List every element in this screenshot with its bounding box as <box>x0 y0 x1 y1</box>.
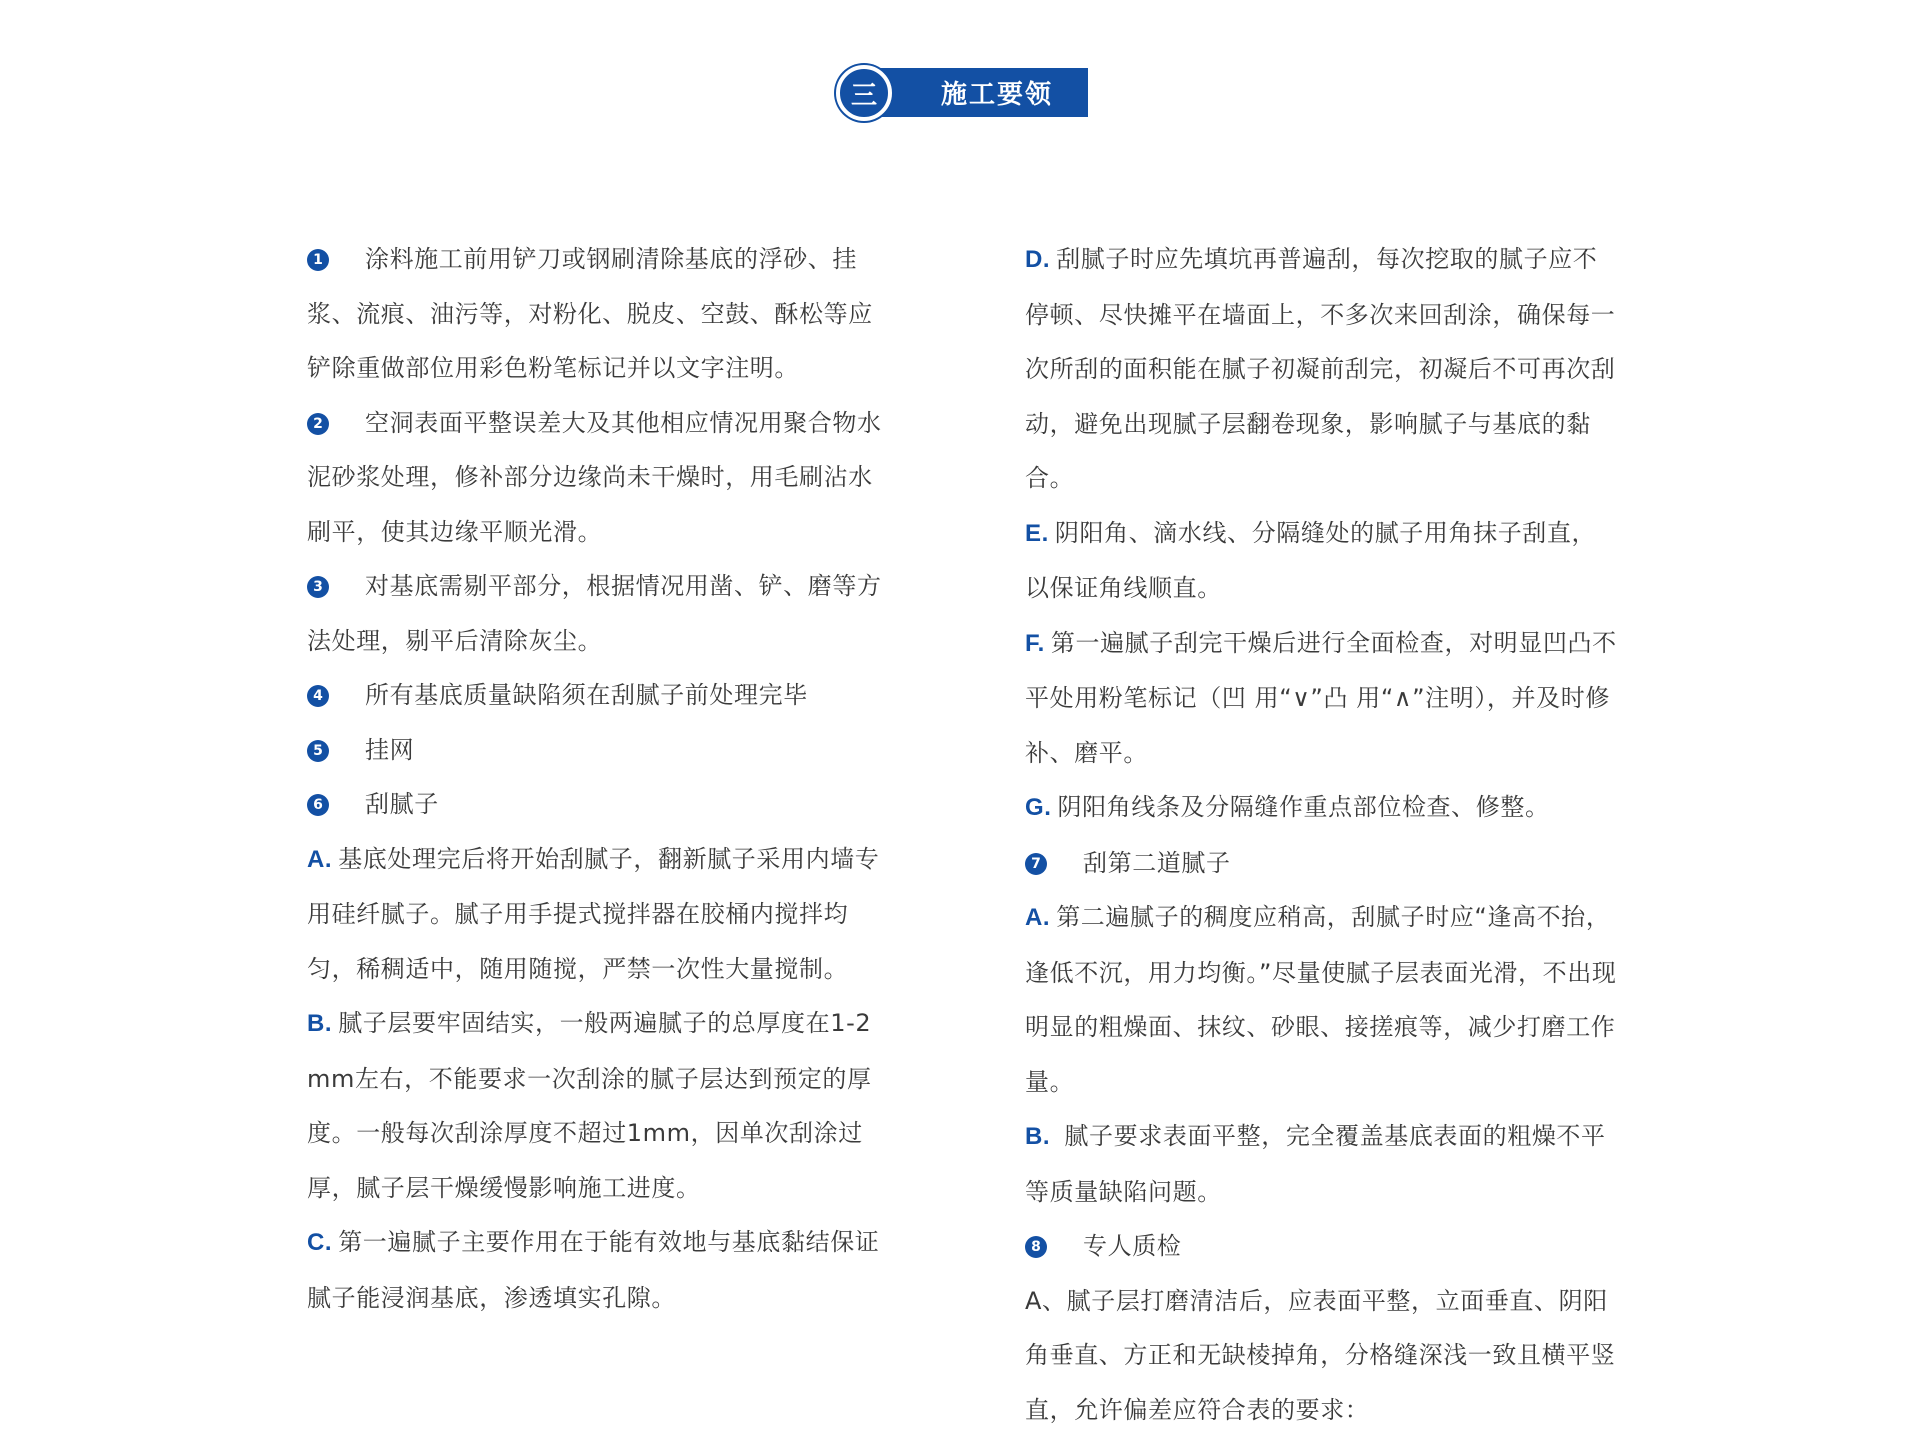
paragraph-text: 基底处理完后将开始刮腻子，翻新腻子采用内墙专用硅纤腻子。腻子用手提式搅拌器在胶桶内搅拌均匀，稀稠适中，随用随搅，严禁一次性大量搅制。 <box>307 845 879 983</box>
paragraph-text: 空洞表面平整误差大及其他相应情况用聚合物水泥砂浆处理，修补部分边缘尚未干燥时，用毛刷沾水刷平，使其边缘平顺光滑。 <box>307 409 882 546</box>
paragraph-text: 刮腻子时应先填坑再普遍刮，每次挖取的腻子应不停顿、尽快摊平在墙面上，不多次来回刮涂，确保每一次所刮的面积能在腻子初凝前刮完，初凝后不可再次刮动，避免出现腻子层翻卷现象，影响腻子与基底的黏合。 <box>1025 245 1615 492</box>
sub-item-letter: D. <box>1025 246 1050 273</box>
paragraph <box>307 1215 897 1325</box>
sub-item-letter: B. <box>1025 1123 1050 1150</box>
sub-item-letter: B. <box>307 1010 332 1037</box>
paragraph <box>307 559 897 668</box>
paragraph-text: 对基底需剔平部分，根据情况用凿、铲、磨等方法处理，剔平后清除灰尘。 <box>307 572 882 655</box>
paragraph-text: 所有基底质量缺陷须在刮腻子前处理完毕 <box>365 681 808 709</box>
paragraph-text: 阴阳角线条及分隔缝作重点部位检查、修整。 <box>1058 793 1550 821</box>
paragraph <box>1025 232 1619 506</box>
sub-item-letter: A. <box>1025 904 1050 931</box>
step-number-badge: 4 <box>307 685 329 707</box>
paragraph <box>307 996 897 1215</box>
paragraph <box>307 723 897 778</box>
step-number-badge: 5 <box>307 740 329 762</box>
step-number-badge: 2 <box>307 413 329 435</box>
paragraph-text: 腻子层要牢固结实，一般两遍腻子的总厚度在1-2 mm左右，不能要求一次刮涂的腻子层达到预定的厚度。一般每次刮涂厚度不超过1mm，因单次刮涂过厚，腻子层干燥缓慢影响施工进度。 <box>307 1009 872 1202</box>
paragraph-text: 刮第二道腻子 <box>1083 849 1231 877</box>
paragraph <box>1025 1274 1619 1437</box>
paragraph-text: 阴阳角、滴水线、分隔缝处的腻子用角抹子刮直，以保证角线顺直。 <box>1025 519 1596 603</box>
paragraph <box>1025 616 1619 781</box>
sub-item-letter: G. <box>1025 794 1052 821</box>
paragraph <box>1025 890 1619 1109</box>
left-column <box>307 232 897 1325</box>
paragraph-text: 第二遍腻子的稠度应稍高，刮腻子时应“逢高不抬，逢低不沉，用力均衡。”尽量使腻子层表面光滑，不出现明显的粗燥面、抹纹、砂眼、接搓痕等，减少打磨工作量。 <box>1025 903 1616 1096</box>
paragraph-text: 刮腻子 <box>365 790 439 818</box>
paragraph <box>1025 1109 1619 1219</box>
step-number-badge: 6 <box>307 794 329 816</box>
step-number-badge: 3 <box>307 576 329 598</box>
paragraph <box>1025 780 1619 836</box>
paragraph-text: 专人质检 <box>1083 1232 1181 1260</box>
sub-item-letter: E. <box>1025 520 1049 547</box>
step-number-badge: 8 <box>1025 1236 1047 1258</box>
paragraph-text: 涂料施工前用铲刀或钢刷清除基底的浮砂、挂浆、流痕、油污等，对粉化、脱皮、空鼓、酥松等应铲除重做部位用彩色粉笔标记并以文字注明。 <box>307 245 873 382</box>
paragraph <box>307 668 897 723</box>
paragraph-text: 腻子要求表面平整，完全覆盖基底表面的粗燥不平等质量缺陷问题。 <box>1025 1122 1606 1206</box>
paragraph <box>1025 1219 1619 1274</box>
paragraph-text: A、腻子层打磨清洁后，应表面平整，立面垂直、阴阳角垂直、方正和无缺棱掉角，分格缝深浅一致且横平竖直，允许偏差应符合表的要求： <box>1025 1287 1615 1424</box>
paragraph <box>307 396 897 560</box>
sub-item-letter: C. <box>307 1229 332 1256</box>
paragraph <box>307 777 897 832</box>
paragraph-text: 第一遍腻子刮完干燥后进行全面检查，对明显凹凸不平处用粉笔标记（凹 用“∨”凸 用“∧”注明），并及时修补、磨平。 <box>1025 629 1617 767</box>
section-title: 施工要领 <box>880 68 1088 117</box>
paragraph-text: 挂网 <box>365 736 414 764</box>
step-number-badge: 1 <box>307 249 329 271</box>
paragraph <box>307 232 897 396</box>
paragraph <box>1025 836 1619 891</box>
right-column <box>1025 232 1619 1437</box>
paragraph <box>307 832 897 997</box>
sub-item-letter: A. <box>307 846 332 873</box>
section-number-badge: 三 <box>836 65 892 121</box>
sub-item-letter: F. <box>1025 630 1045 657</box>
step-number-badge: 7 <box>1025 853 1047 875</box>
section-header <box>836 65 1088 121</box>
paragraph-text: 第一遍腻子主要作用在于能有效地与基底黏结保证腻子能浸润基底，渗透填实孔隙。 <box>307 1228 879 1312</box>
paragraph <box>1025 506 1619 616</box>
